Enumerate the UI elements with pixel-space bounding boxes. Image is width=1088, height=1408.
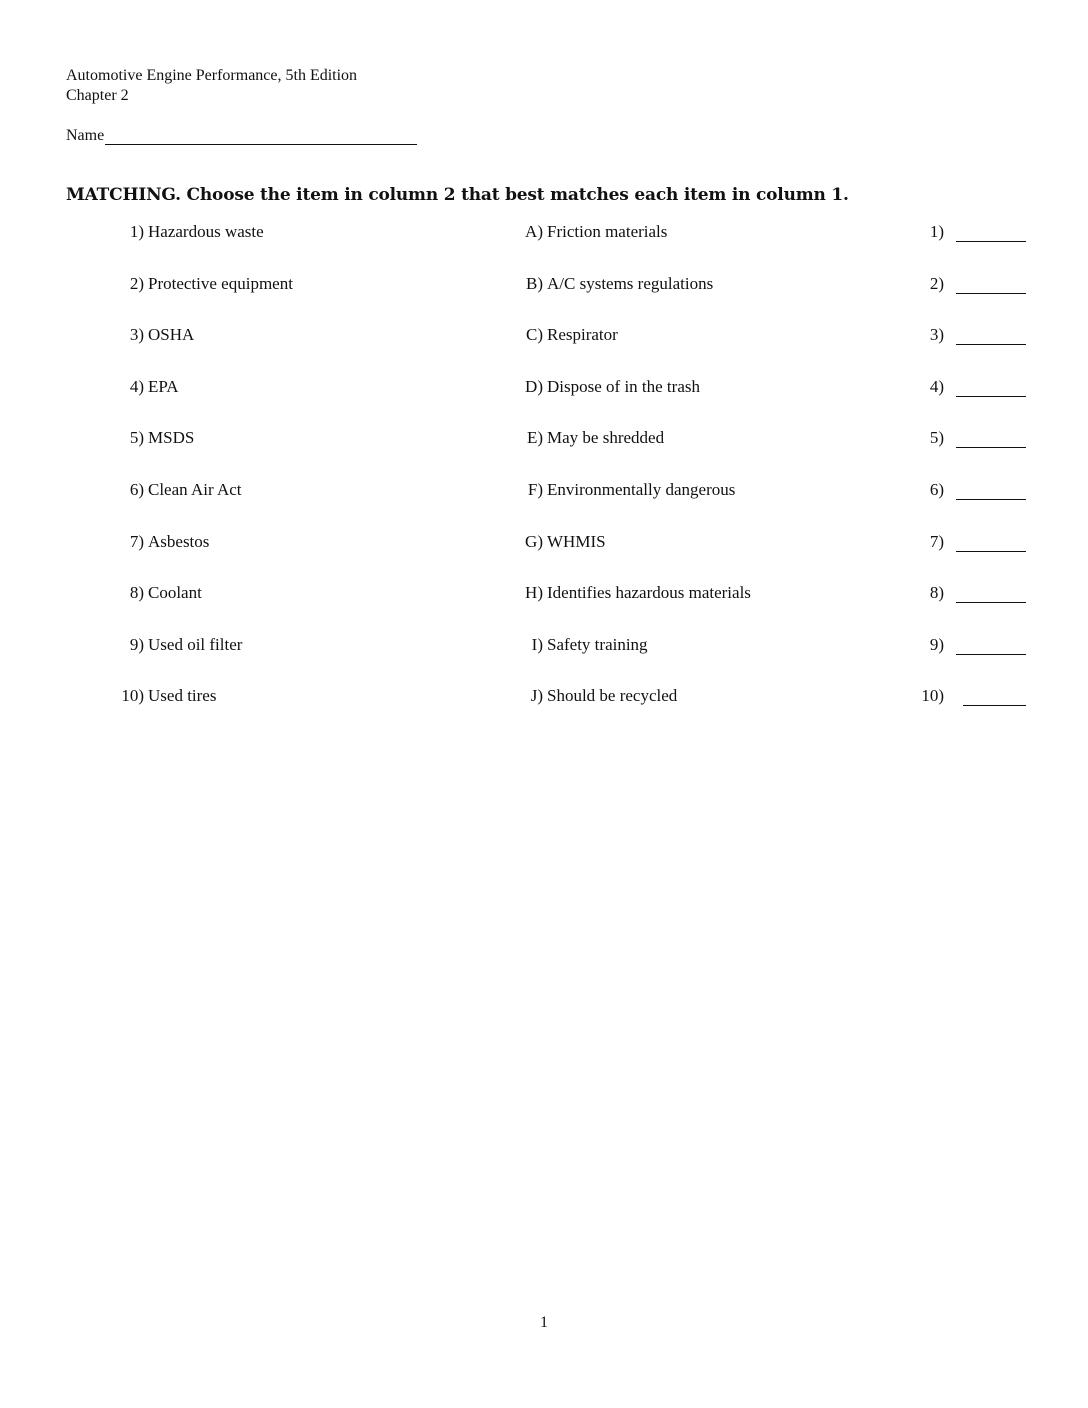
- match-letter: J): [530, 686, 543, 706]
- match-label: A/C systems regulations: [547, 273, 714, 293]
- answer-blank[interactable]: [956, 602, 1026, 603]
- match-label: Dispose of in the trash: [547, 376, 700, 396]
- match-letter: H): [525, 583, 543, 603]
- answer-number: 6): [929, 479, 944, 499]
- page-number: 1: [540, 1314, 548, 1331]
- name-blank-line[interactable]: [105, 124, 417, 145]
- term-label: Hazardous waste: [148, 222, 264, 241]
- answer-number: 1): [929, 222, 944, 241]
- matching-rows: [0, 222, 1088, 738]
- answer-blank[interactable]: [956, 447, 1026, 448]
- match-label: Environmentally dangerous: [547, 479, 736, 499]
- match-label: Identifies hazardous materials: [547, 583, 751, 603]
- term-number: 4): [129, 376, 144, 396]
- match-letter: C): [526, 325, 543, 345]
- term-number: 1): [129, 222, 144, 241]
- book-title: Automotive Engine Performance, 5th Edition: [66, 67, 358, 84]
- term-label: EPA: [148, 376, 179, 396]
- answer-number: 2): [929, 273, 944, 293]
- matching-row: [0, 325, 1088, 377]
- answer-blank[interactable]: [956, 293, 1026, 294]
- matching-row: [0, 274, 1088, 326]
- match-label: Friction materials: [547, 222, 668, 241]
- answer-number: 9): [929, 634, 944, 654]
- matching-row: [0, 583, 1088, 635]
- chapter-label: Chapter 2: [66, 87, 129, 104]
- term-label: OSHA: [148, 325, 195, 345]
- answer-number: 10): [921, 686, 944, 706]
- match-label: May be shredded: [547, 428, 665, 448]
- term-number: 2): [129, 273, 144, 293]
- matching-instructions: MATCHING. Choose the item in column 2 that best matches each item in column 1.: [66, 185, 849, 205]
- match-letter: I): [531, 634, 543, 654]
- match-label: Safety training: [547, 634, 648, 654]
- term-label: Protective equipment: [148, 273, 293, 293]
- term-label: Used tires: [148, 686, 217, 706]
- match-letter: B): [526, 273, 543, 293]
- answer-blank[interactable]: [956, 344, 1026, 345]
- answer-blank[interactable]: [956, 499, 1026, 500]
- match-letter: A): [525, 222, 543, 241]
- match-letter: G): [525, 531, 543, 551]
- term-label: Clean Air Act: [148, 479, 242, 499]
- matching-row: [0, 480, 1088, 532]
- answer-blank[interactable]: [956, 654, 1026, 655]
- matching-row: [0, 686, 1088, 738]
- answer-number: 3): [929, 325, 944, 345]
- answer-number: 5): [929, 428, 944, 448]
- match-letter: E): [526, 428, 543, 448]
- match-label: WHMIS: [547, 531, 606, 551]
- document-header: [66, 66, 357, 106]
- term-number: 9): [129, 634, 144, 654]
- matching-row: [0, 532, 1088, 584]
- matching-row: [0, 377, 1088, 429]
- match-label: Respirator: [547, 325, 618, 345]
- term-label: Coolant: [148, 583, 202, 603]
- answer-number: 7): [929, 531, 944, 551]
- term-label: Asbestos: [148, 531, 210, 551]
- term-label: Used oil filter: [148, 634, 243, 654]
- match-letter: D): [525, 376, 543, 396]
- term-number: 5): [129, 428, 144, 448]
- term-number: 10): [121, 686, 144, 706]
- term-number: 6): [129, 479, 144, 499]
- answer-blank[interactable]: [963, 705, 1026, 706]
- matching-row: [0, 222, 1088, 274]
- term-number: 7): [129, 531, 144, 551]
- name-field-row: [66, 124, 417, 145]
- term-label: MSDS: [148, 428, 195, 448]
- matching-row: [0, 635, 1088, 687]
- matching-row: [0, 428, 1088, 480]
- answer-number: 8): [929, 583, 944, 603]
- answer-blank[interactable]: [956, 551, 1026, 552]
- term-number: 8): [129, 583, 144, 603]
- answer-number: 4): [929, 376, 944, 396]
- name-label: Name: [66, 127, 105, 144]
- answer-blank[interactable]: [956, 396, 1026, 397]
- match-letter: F): [527, 479, 543, 499]
- term-number: 3): [129, 325, 144, 345]
- match-label: Should be recycled: [547, 686, 678, 706]
- answer-blank[interactable]: [956, 241, 1026, 242]
